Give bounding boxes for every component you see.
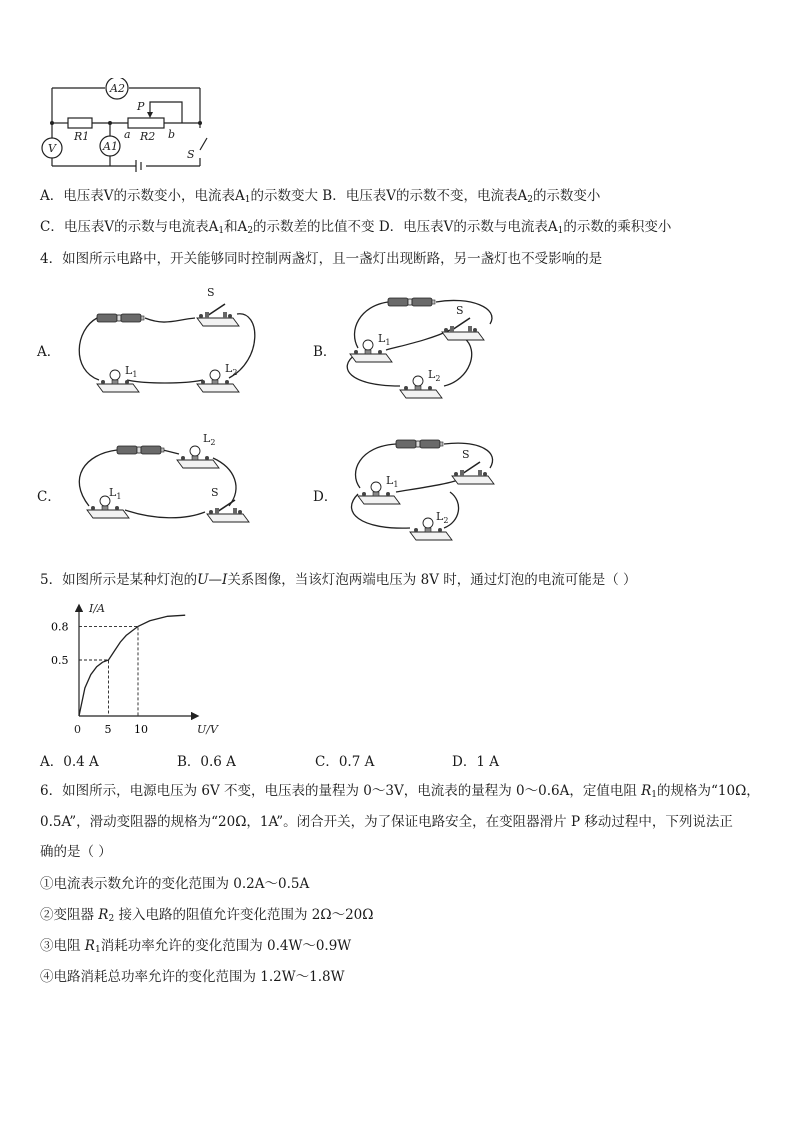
q5-option-c: C．0.7 A — [315, 754, 375, 770]
q5-origin-label: 0 — [74, 723, 81, 736]
q5-x-tick-label: 10 — [134, 723, 148, 736]
q5-guide-line — [79, 660, 109, 716]
q5-ui-curve — [79, 615, 185, 716]
q4-option-a-label: A． — [37, 344, 61, 360]
q5-y-tick-label: 0.8 — [51, 620, 69, 634]
q4-a-switch-label: S — [207, 286, 215, 299]
q3-option-c-d: C．电压表V的示数与电流表$A_1$和$A_2$的示数差的比值不变 D．电压表V的示数与电流表$A_1$的示数的乘积变小 — [40, 219, 672, 236]
q4-circuit-b — [340, 290, 510, 405]
q3-p-label: P — [137, 100, 145, 113]
q3-a1-label: A1 — [103, 140, 118, 153]
q6-stem-line2: 0.5A”，滑动变阻器的规格为“20Ω，1A”。闭合开关，为了保证电路安全，在变阻器滑片 P 移动过程中，下列说法正 — [40, 814, 733, 830]
q5-stem: 5．如图所示是某种灯泡的U—I关系图像，当该灯泡两端电压为 8V 时，通过灯泡的电流可能是（ ） — [40, 572, 637, 588]
q3-circuit-figure — [40, 78, 220, 178]
q3-v-label: V — [48, 142, 56, 155]
q6-statement-1: ①电流表示数允许的变化范围为 0.2A～0.5A — [40, 876, 310, 892]
q4-b-lamp2-label: $L_2$ — [428, 368, 441, 383]
q6-statement-2: ②变阻器 $R_2$ 接入电路的阻值允许变化范围为 2Ω～20Ω — [40, 907, 374, 924]
q5-option-b: B．0.6 A — [177, 754, 236, 770]
q6-statement-4: ④电路消耗总功率允许的变化范围为 1.2W～1.8W — [40, 969, 345, 985]
q3-s-label: S — [187, 148, 195, 161]
q5-option-a: A．0.4 A — [40, 754, 99, 770]
q4-circuit-c — [65, 428, 275, 528]
q3-option-a-b: A．电压表V的示数变小，电流表$A_1$的示数变大 B．电压表V的示数不变，电流表$A_2$的示数变小 — [40, 188, 601, 205]
q6-stem-line1: 6．如图所示，电源电压为 6V 不变，电压表的量程为 0～3V，电流表的量程为 0～0.6A，定值电阻 $R_1$的规格为“10Ω， — [40, 783, 760, 800]
q4-circuit-d — [340, 432, 510, 547]
q3-a2-label: A2 — [110, 82, 125, 95]
q6-statement-3: ③电阻 $R_1$消耗功率允许的变化范围为 0.4W～0.9W — [40, 938, 352, 955]
q5-x-axis-label: U/V — [197, 723, 218, 736]
q3-r2-label: R2 — [140, 130, 156, 143]
q4-b-switch-label: S — [456, 304, 464, 317]
q4-d-switch-label: S — [462, 448, 470, 461]
q5-x-tick-label: 5 — [104, 723, 112, 736]
q6-stem-line3: 确的是（ ） — [40, 844, 112, 860]
q4-option-d-label: D． — [313, 489, 338, 505]
q4-circuit-a — [65, 280, 275, 400]
q4-c-lamp2-label: $L_2$ — [203, 432, 216, 447]
q4-d-lamp1-label: $L_1$ — [386, 474, 399, 489]
q4-c-switch-label: S — [211, 486, 219, 499]
q4-c-lamp1-label: $L_1$ — [109, 486, 122, 501]
q4-d-lamp2-label: $L_2$ — [436, 510, 449, 525]
q5-y-axis-label: I/A — [89, 602, 105, 615]
q4-stem: 4．如图所示电路中，开关能够同时控制两盏灯，且一盏灯出现断路，另一盏灯也不受影响的是 — [40, 251, 603, 267]
q4-a-lamp2-label: $L_2$ — [225, 362, 238, 377]
q4-b-lamp1-label: $L_1$ — [378, 332, 391, 347]
q3-b-label: b — [168, 128, 176, 141]
q4-option-b-label: B． — [313, 344, 337, 360]
q5-y-tick-label: 0.5 — [51, 654, 69, 667]
q5-option-d: D．1 A — [452, 754, 499, 770]
q4-option-c-label: C． — [37, 489, 61, 505]
q3-r1-label: R1 — [74, 130, 90, 143]
q4-a-lamp1-label: $L_1$ — [125, 364, 138, 379]
q3-a-label: a — [124, 128, 131, 141]
q5-ui-chart — [45, 598, 235, 743]
